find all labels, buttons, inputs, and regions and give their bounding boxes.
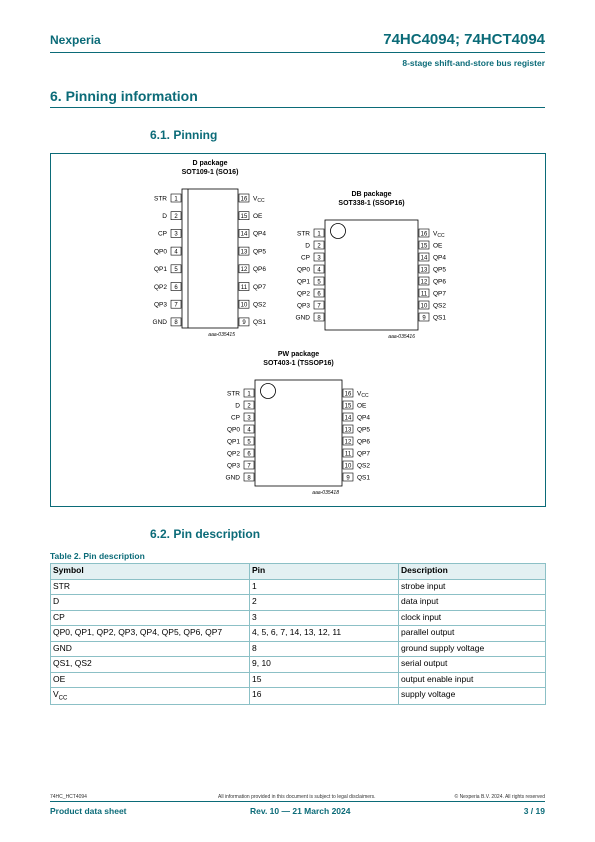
pin1-marker (261, 384, 276, 399)
footer-doc-id: 74HC_HCT4094 (50, 794, 87, 800)
cell-symbol: QS1, QS2 (51, 657, 250, 673)
cell-symbol: CP (51, 610, 250, 626)
pin-number-left: 6 (174, 284, 178, 291)
pin-number-right: 11 (344, 451, 352, 458)
pin-name-left: STR (154, 195, 167, 203)
cell-symbol: STR (51, 579, 250, 595)
pin1-marker (331, 224, 346, 239)
pin-name-left: QP3 (153, 301, 167, 309)
pin-number-right: 13 (344, 427, 352, 434)
pin-name-left: QP2 (226, 450, 240, 458)
pin-number-right: 15 (344, 403, 352, 410)
pin-name-left: GND (152, 319, 167, 327)
header-pin: Pin (250, 564, 399, 580)
table-caption: Table 2. Pin description (50, 551, 145, 561)
table-row (51, 626, 546, 642)
pin-name-right: QS1 (253, 319, 267, 327)
package-title: DB package (351, 191, 392, 198)
pin-name-right: QS2 (433, 302, 447, 310)
vcc-symbol: $V_{CC}$ (53, 689, 68, 702)
cell-pin: 1 (250, 579, 399, 595)
pin-number-right: 10 (420, 303, 428, 310)
package-title: PW package (277, 351, 320, 358)
pin-name-left: GND (295, 314, 310, 322)
pin-number-left: 3 (247, 415, 251, 422)
pin-number-right: 13 (420, 267, 428, 274)
pin-name-right: QS2 (357, 462, 371, 470)
section-rule (50, 107, 545, 108)
cell-symbol: OE (51, 672, 250, 688)
pin-number-left: 3 (174, 231, 178, 238)
package-subtitle: SOT109-1 (SO16) (181, 169, 239, 176)
pin-number-left: 6 (317, 291, 321, 298)
pin-number-left: 7 (174, 302, 178, 309)
pin-number-right: 16 (240, 196, 248, 203)
pin-name-right: QP4 (357, 414, 371, 422)
table-header-row (51, 564, 546, 580)
cell-pin: 8 (250, 641, 399, 657)
pin-name-right: OE (357, 402, 367, 410)
pin-number-left: 7 (247, 463, 251, 470)
vcc-subscript: CC (58, 695, 68, 702)
cell-pin: 15 (250, 672, 399, 688)
package-subtitle: SOT403-1 (TSSOP16) (263, 360, 334, 367)
pin-name-left: QP1 (296, 278, 310, 286)
pin-description-table (50, 563, 546, 705)
pin-name-left: CP (230, 414, 240, 422)
cell-description: output enable input (399, 672, 546, 688)
pin-name-left: QP2 (153, 283, 167, 291)
pin-name-left: QP0 (296, 266, 310, 274)
table-row (51, 579, 546, 595)
pin-number-left: 2 (174, 214, 178, 220)
pin-number-right: 14 (240, 231, 248, 238)
pin-number-right: 15 (240, 214, 248, 220)
cell-symbol (51, 688, 250, 705)
cell-pin: 4, 5, 6, 7, 14, 13, 12, 11 (250, 626, 399, 642)
pin-number-left: 2 (317, 243, 321, 250)
table-row (51, 672, 546, 688)
header-title: 74HC4094; 74HCT4094 (383, 31, 545, 48)
pin-name-right: QP7 (357, 450, 371, 458)
pin-number-left: 8 (174, 320, 178, 327)
header-symbol: Symbol (51, 564, 250, 580)
pin-number-left: 4 (174, 249, 178, 256)
header-description: Description (399, 564, 546, 580)
pin-name-right: $V_{CC}$ (433, 230, 445, 239)
subsection-pindesc-title: 6.2. Pin description (150, 527, 261, 541)
pin-number-right: 9 (242, 320, 246, 327)
pin-name-left: D (162, 213, 167, 220)
pin-name-right: QP7 (253, 283, 267, 291)
cell-description: parallel output (399, 626, 546, 642)
pin-number-right: 9 (346, 475, 350, 482)
cell-pin: 9, 10 (250, 657, 399, 673)
pin-number-left: 3 (317, 255, 321, 262)
pin-name-left: QP0 (153, 248, 167, 256)
pin-number-right: 12 (344, 439, 352, 446)
pin-number-right: 14 (420, 255, 428, 262)
pin-name-left: CP (300, 254, 310, 262)
pin-name-right: QP7 (433, 290, 447, 298)
pin-number-right: 9 (422, 315, 426, 322)
pin-number-left: 2 (247, 403, 251, 410)
pin-name-left: STR (297, 230, 310, 238)
package-title: D package (192, 160, 228, 167)
pin-name-right: QS1 (357, 474, 371, 482)
pin-name-right: QP6 (433, 278, 447, 286)
pin-number-left: 1 (174, 196, 178, 203)
figure-code: aaa-035416 (388, 334, 415, 340)
pin-name-right: OE (253, 213, 263, 220)
pin-number-left: 4 (247, 427, 251, 434)
pin-number-right: 12 (420, 279, 428, 286)
table-row (51, 641, 546, 657)
pin-number-left: 4 (317, 267, 321, 274)
cell-description: data input (399, 595, 546, 611)
footer-disclaimer: All information provided in this document is subject to legal disclaimers. (218, 794, 376, 800)
cell-pin: 2 (250, 595, 399, 611)
pin-name-right: QP5 (253, 248, 267, 256)
footer-rule (50, 801, 545, 802)
pin-number-right: 15 (420, 243, 428, 250)
pin-name-left: QP3 (226, 462, 240, 470)
pin-name-right: QP6 (357, 438, 371, 446)
pin-number-left: 5 (317, 279, 321, 286)
pin-name-right: QP6 (253, 266, 267, 274)
pin-name-right: QP4 (253, 230, 267, 238)
pin-number-left: 8 (247, 475, 251, 482)
header-rule (50, 52, 545, 53)
table-row (51, 657, 546, 673)
pinning-figure (50, 153, 546, 507)
footer-revision: Rev. 10 — 21 March 2024 (250, 806, 351, 816)
header-brand: Nexperia (50, 33, 101, 47)
footer-page: 3 / 19 (523, 806, 545, 816)
cell-description: supply voltage (399, 688, 546, 705)
pin-number-left: 1 (317, 231, 321, 238)
cell-description: clock input (399, 610, 546, 626)
pin-name-left: D (235, 402, 240, 410)
footer-doc-type: Product data sheet (50, 806, 127, 816)
package-subtitle: SOT338-1 (SSOP16) (338, 200, 405, 207)
cell-description: serial output (399, 657, 546, 673)
pin-name-right: QP4 (433, 254, 447, 262)
cell-description: strobe input (399, 579, 546, 595)
cell-symbol: D (51, 595, 250, 611)
pin-name-right: $V_{CC}$ (253, 195, 265, 204)
cell-pin: 16 (250, 688, 399, 705)
pin-name-left: D (305, 242, 310, 250)
table-row (51, 688, 546, 705)
cell-description: ground supply voltage (399, 641, 546, 657)
pin-number-left: 5 (247, 439, 251, 446)
table-row (51, 595, 546, 611)
pin-number-left: 7 (317, 303, 321, 310)
pin-name-left: QP3 (296, 302, 310, 310)
pin-name-right: QS1 (433, 314, 447, 322)
pin-name-left: QP1 (153, 266, 167, 274)
pin-number-right: 10 (240, 302, 248, 309)
pin-number-left: 1 (247, 391, 251, 398)
section-title: 6. Pinning information (50, 88, 198, 104)
pin-name-right: $V_{CC}$ (357, 390, 369, 399)
cell-pin: 3 (250, 610, 399, 626)
pin-number-right: 13 (240, 249, 248, 256)
pin-name-right: OE (433, 242, 443, 250)
cell-symbol: QP0, QP1, QP2, QP3, QP4, QP5, QP6, QP7 (51, 626, 250, 642)
cell-symbol: GND (51, 641, 250, 657)
pin-number-right: 11 (420, 291, 428, 298)
pin-number-right: 10 (344, 463, 352, 470)
pin-name-left: GND (225, 474, 240, 482)
figure-code: aaa-035415 (208, 332, 235, 338)
pin-number-left: 5 (174, 267, 178, 274)
pin-number-right: 12 (240, 267, 248, 274)
figure-code: aaa-035418 (312, 490, 339, 496)
pin-number-left: 6 (247, 451, 251, 458)
pin-name-right: QP5 (433, 266, 447, 274)
pin-number-left: 8 (317, 315, 321, 322)
pin-name-left: STR (227, 390, 240, 398)
pin-name-right: QS2 (253, 301, 267, 309)
pin-name-right: QP5 (357, 426, 371, 434)
pin-number-right: 16 (344, 391, 352, 398)
pinning-diagrams (51, 154, 545, 506)
pin-number-right: 11 (240, 284, 248, 291)
pin-name-left: QP1 (226, 438, 240, 446)
pin-name-left: QP2 (296, 290, 310, 298)
pin-number-right: 14 (344, 415, 352, 422)
footer-copyright: © Nexperia B.V. 2024. All rights reserved (454, 794, 545, 800)
table-row (51, 610, 546, 626)
package-body (182, 189, 238, 328)
pin-name-left: QP0 (226, 426, 240, 434)
subsection-pinning-title: 6.1. Pinning (150, 128, 218, 142)
pin-name-left: CP (157, 230, 167, 238)
pin-number-right: 16 (420, 231, 428, 238)
header-subtitle: 8-stage shift-and-store bus register (402, 58, 545, 68)
